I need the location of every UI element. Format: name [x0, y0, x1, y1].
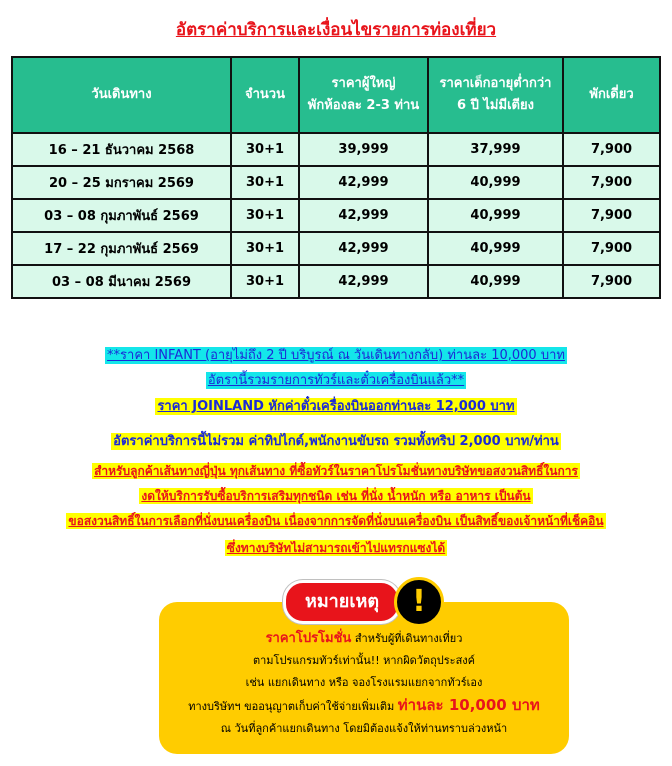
table-header-row — [12, 57, 660, 133]
table-row — [12, 199, 660, 232]
warning-icon: ! — [394, 577, 444, 627]
japan-conditions-line: ซึ่งทางบริษัทไม่สามารถเข้าไปแทรกแซงได้ — [226, 541, 446, 555]
cell-quantity: 30+1 — [231, 265, 299, 298]
cell-date: 03 – 08 กุมภาพันธ์ 2569 — [12, 199, 231, 232]
japan-conditions-line: งดให้บริการรับซื้อบริการเสริมทุกชนิด เช่น ที่นั่ง น้ำหนัก หรือ อาหาร เป็นต้น — [141, 489, 531, 503]
header-single-supplement: พักเดี่ยว — [563, 57, 660, 133]
cell-quantity: 30+1 — [231, 133, 299, 166]
header-child-price: ราคาเด็กอายุต่ำกว่า 6 ปี ไม่มีเตียง — [428, 57, 563, 133]
tips-note: อัตราค่าบริการนี้ไม่รวม ค่าทิปไกด์,พนักงานขับรถ รวมทั้งทริป 2,000 บาท/ท่าน — [113, 434, 559, 449]
japan-conditions-line: ขอสงวนสิทธิ์ในการเลือกที่นั่งบนเครื่องบิน เนื่องจากการจัดที่นั่งบนเครื่องบิน เป็นสิทธิ์ของเจ้าหน้าที่เช็คอิน — [68, 514, 604, 528]
table-row — [12, 265, 660, 298]
cell-quantity: 30+1 — [231, 166, 299, 199]
joinland-note: ราคา JOINLAND หักค่าตั๋วเครื่องบินออกท่านละ 12,000 บาท — [157, 399, 515, 414]
remark-line: เช่น แยกเดินทาง หรือ จองโรงแรมแยกจากทัวร์เอง — [245, 676, 483, 689]
table-row — [12, 133, 660, 166]
remark-line: ณ วันที่ลูกค้าแยกเดินทาง โดยมิต้องแจ้งให้ท่านทราบล่วงหน้า — [220, 722, 508, 735]
cell-single: 7,900 — [563, 232, 660, 265]
cell-child-price: 40,999 — [428, 265, 563, 298]
cell-quantity: 30+1 — [231, 199, 299, 232]
cell-date: 03 – 08 มีนาคม 2569 — [12, 265, 231, 298]
header-quantity: จำนวน — [231, 57, 299, 133]
cell-date: 17 – 22 กุมภาพันธ์ 2569 — [12, 232, 231, 265]
cell-single: 7,900 — [563, 199, 660, 232]
infant-price-note: **ราคา INFANT (อายุไม่ถึง 2 ปี บริบูรณ์ ณ วันเดินทางกลับ) ท่านละ 10,000 บาท — [107, 348, 565, 363]
page-title: อัตราค่าบริการและเงื่อนไขรายการท่องเที่ยว — [175, 20, 497, 40]
cell-date: 16 – 21 ธันวาคม 2568 — [12, 133, 231, 166]
price-table — [11, 56, 661, 299]
cell-date: 20 – 25 มกราคม 2569 — [12, 166, 231, 199]
remark-text — [159, 628, 569, 740]
cell-child-price: 37,999 — [428, 133, 563, 166]
included-note: อัตรานี้รวมรายการทัวร์และตั๋วเครื่องบินแล้ว** — [207, 373, 465, 388]
cell-child-price: 40,999 — [428, 199, 563, 232]
remark-line: ตามโปรแกรมทัวร์เท่านั้น!! หากผิดวัตถุประสงค์ — [252, 654, 476, 667]
cell-child-price: 40,999 — [428, 166, 563, 199]
japan-conditions-line: สำหรับลูกค้าเส้นทางญี่ปุ่น ทุกเส้นทาง ที่ซื้อทัวร์ในราคาโปรโมชั่นทางบริษัทขอสงวนสิทธิ์ในการ — [94, 464, 578, 478]
cell-quantity: 30+1 — [231, 232, 299, 265]
cell-single: 7,900 — [563, 166, 660, 199]
header-adult-price: ราคาผู้ใหญ่ พักห้องละ 2-3 ท่าน — [299, 57, 428, 133]
remark-badge: หมายเหตุ — [283, 580, 401, 624]
remark-line: ราคาโปรโมชั่น สำหรับผู้ที่เดินทางเที่ยว — [265, 631, 463, 646]
cell-adult-price: 42,999 — [299, 265, 428, 298]
table-row — [12, 166, 660, 199]
cell-adult-price: 39,999 — [299, 133, 428, 166]
cell-adult-price: 42,999 — [299, 199, 428, 232]
table-row — [12, 232, 660, 265]
remark-line: ทางบริษัทฯ ขออนุญาตเก็บค่าใช้จ่ายเพิ่มเติม ท่านละ 10,000 บาท — [188, 696, 540, 714]
cell-adult-price: 42,999 — [299, 166, 428, 199]
cell-adult-price: 42,999 — [299, 232, 428, 265]
header-travel-date: วันเดินทาง — [12, 57, 231, 133]
cell-child-price: 40,999 — [428, 232, 563, 265]
cell-single: 7,900 — [563, 133, 660, 166]
cell-single: 7,900 — [563, 265, 660, 298]
